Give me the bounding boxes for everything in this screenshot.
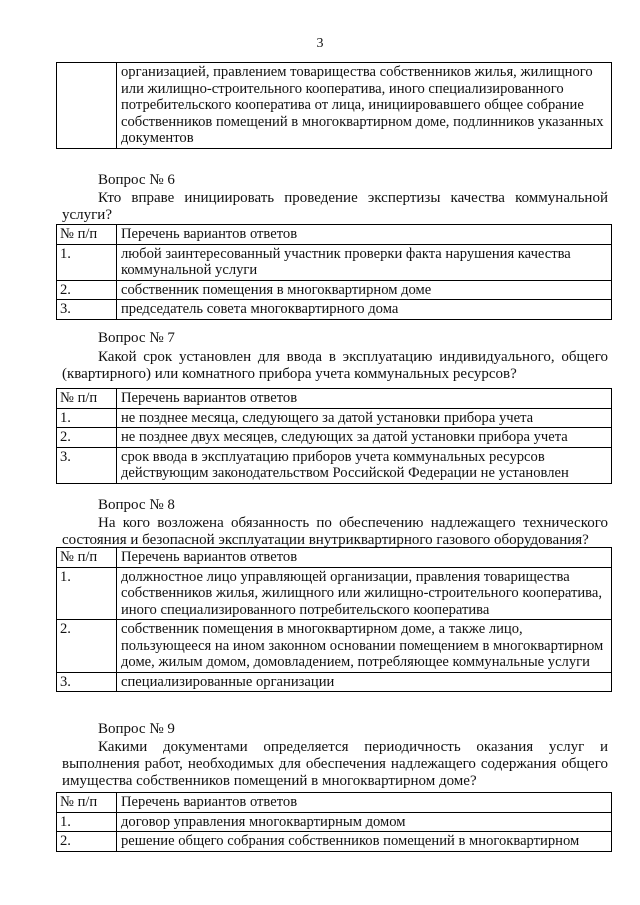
column-header-number: № п/п [57, 793, 117, 813]
answer-number: 3. [57, 300, 117, 320]
answer-text: не позднее двух месяцев, следующих за датой установки прибора учета [117, 428, 612, 448]
question-9-answers-table [56, 792, 612, 852]
question-7-answers-table [56, 388, 612, 484]
answer-text: решение общего собрания собственников помещений в многоквартирном [117, 832, 612, 852]
table-row [57, 832, 612, 852]
question-8-heading: Вопрос № 8 [98, 497, 175, 513]
table-row [57, 244, 612, 280]
answer-text: организацией, правлением товарищества собственников жилья, жилищного или жилищно-строительного кооператива, иного специализированного потребительского кооператива от лица, инициировавшего общее собрание собственников помещений в многоквартирном доме, подлинников указанных документов [117, 63, 612, 149]
table-row [57, 300, 612, 320]
answer-text: любой заинтересованный участник проверки факта нарушения качества коммунальной услуги [117, 244, 612, 280]
answer-text: договор управления многоквартирным домом [117, 812, 612, 832]
question-6-text: Кто вправе инициировать проведение экспертизы качества коммунальной услуги? [62, 190, 608, 223]
question-8-answers-table [56, 547, 612, 692]
answer-text: не позднее месяца, следующего за датой установки прибора учета [117, 408, 612, 428]
answer-text: срок ввода в эксплуатацию приборов учета коммунальных ресурсов действующим законодательством Российской Федерации не установлен [117, 447, 612, 483]
answer-number: 3. [57, 672, 117, 692]
question-9-text: Какими документами определяется периодичность оказания услуг и выполнения работ, необходимых для обеспечения надлежащего содержания общего имущества собственников помещений в многоквартирном доме? [62, 739, 608, 789]
column-header-options: Перечень вариантов ответов [117, 389, 612, 409]
column-header-options: Перечень вариантов ответов [117, 548, 612, 568]
answer-text: собственник помещения в многоквартирном доме [117, 280, 612, 300]
column-header-number: № п/п [57, 389, 117, 409]
answer-number: 1. [57, 408, 117, 428]
answer-number: 2. [57, 280, 117, 300]
table-row [57, 672, 612, 692]
page-number: 3 [316, 36, 324, 51]
answer-text: председатель совета многоквартирного дома [117, 300, 612, 320]
question-8-text: На кого возложена обязанность по обеспечению надлежащего технического состояния и безопасной эксплуатации внутриквартирного газового оборудования? [62, 515, 608, 548]
question-6-heading: Вопрос № 6 [98, 172, 175, 188]
table-row [57, 428, 612, 448]
table-row [57, 280, 612, 300]
answer-number: 1. [57, 567, 117, 620]
answer-number: 3. [57, 447, 117, 483]
table-row [57, 620, 612, 673]
question-7-heading: Вопрос № 7 [98, 330, 175, 346]
answer-number: 1. [57, 812, 117, 832]
column-header-options: Перечень вариантов ответов [117, 225, 612, 245]
answer-text: собственник помещения в многоквартирном доме, а также лицо, пользующееся на ином законном основании помещением в многоквартирном доме, жилым домом, домовладением, потребляющее коммунальные услуги [117, 620, 612, 673]
table-header-row [57, 389, 612, 409]
answer-text: должностное лицо управляющей организации, правления товарищества собственников жилья, жилищного или жилищно-строительного кооператива, иного специализированного потребительского кооператива [117, 567, 612, 620]
table-header-row [57, 548, 612, 568]
answer-number [57, 63, 117, 149]
answer-text: специализированные организации [117, 672, 612, 692]
table-row [57, 567, 612, 620]
table-header-row [57, 225, 612, 245]
column-header-number: № п/п [57, 548, 117, 568]
question-9-heading: Вопрос № 9 [98, 721, 175, 737]
answer-number: 2. [57, 832, 117, 852]
answer-number: 2. [57, 620, 117, 673]
table-header-row [57, 793, 612, 813]
table-row [57, 63, 612, 149]
table-row [57, 447, 612, 483]
continuation-table [56, 62, 612, 149]
question-6-answers-table [56, 224, 612, 320]
column-header-number: № п/п [57, 225, 117, 245]
answer-number: 2. [57, 428, 117, 448]
question-7-text: Какой срок установлен для ввода в эксплуатацию индивидуального, общего (квартирного) или комнатного прибора учета коммунальных ресурсов? [62, 349, 608, 382]
table-row [57, 408, 612, 428]
column-header-options: Перечень вариантов ответов [117, 793, 612, 813]
answer-number: 1. [57, 244, 117, 280]
table-row [57, 812, 612, 832]
